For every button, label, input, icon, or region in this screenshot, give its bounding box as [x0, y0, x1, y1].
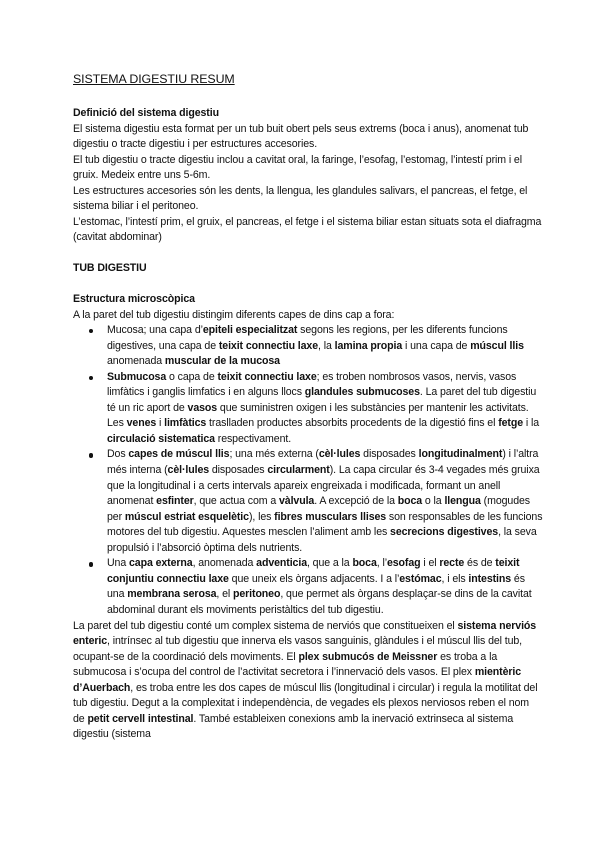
- bold-term: vàlvula: [279, 495, 315, 508]
- text-run: , que a la: [307, 557, 353, 570]
- definition-paragraph: L’estomac, l’intestí prim, el gruix, el pancreas, el fetge i el sistema biliar estan situats sota el diafragma (cavitat abdominar): [73, 215, 542, 244]
- bold-term: petit cervell intestinal: [87, 712, 194, 725]
- bold-term: esfinter: [156, 495, 194, 508]
- bold-term: capes de múscul llis: [128, 448, 230, 461]
- text-run: ; es troben nombrosos vasos, nervis, vasos limfàtics i ganglis limfatics i en alguns llocs: [107, 370, 517, 399]
- bold-term: boca: [397, 495, 423, 508]
- text-run: segons les regions, per les diferents funcions digestives, una capa de: [107, 324, 508, 352]
- text-run: La paret del tub digestiu conté um complex sistema de nerviós que constitueixen el: [73, 619, 458, 632]
- bold-term: múscul llis: [470, 339, 524, 352]
- bold-term: plex submucós de Meissner: [298, 650, 438, 663]
- layers-list: [73, 323, 543, 618]
- bold-term: teixit conjuntiu connectiu laxe: [107, 557, 520, 585]
- definition-paragraph: Les estructures accesories són les dents, la llengua, les glandules salivars, el pancreas, el fetge, el sistema biliar i el peritoneo.: [73, 184, 528, 213]
- text-run: és una: [107, 572, 525, 601]
- text-run: , i els: [441, 572, 469, 585]
- text-run: ; una més externa (: [229, 448, 319, 461]
- text-run: son responsables de les funcions motores del tub digestiu. Aquestes mesclen l’aliment amb les: [107, 510, 543, 539]
- page-title: SISTEMA DIGESTIU RESUM: [73, 72, 235, 86]
- bold-term: limfàtics: [164, 417, 207, 430]
- microscopic-heading: Estructura microscòpica: [73, 293, 195, 306]
- text-run: , l’: [376, 557, 387, 570]
- bold-term: cèl·lules: [167, 464, 210, 477]
- bold-term: teixit connectiu laxe: [218, 339, 319, 352]
- text-run: Dos: [107, 448, 129, 461]
- bold-term: recte: [439, 557, 465, 570]
- bold-term: Submucosa: [107, 370, 167, 383]
- text-run: , la seva propulsió i l’absorció òptima dels nutrients.: [107, 526, 537, 554]
- bold-term: teixit connectiu laxe: [217, 370, 317, 383]
- bold-term: membrana serosa: [127, 588, 217, 601]
- text-run: ) i l’altra més interna (: [107, 448, 539, 477]
- text-run: . La paret del tub digestiu té un ric aport de: [107, 386, 537, 414]
- bold-term: capa externa: [128, 557, 193, 570]
- bold-term: estómac: [399, 572, 442, 585]
- text-run: , intrínsec al tub digestiu que innerva els vasos sanguinis, glàndules i el múscul llis del tub, ocupant-se de la coordinació dels moviments. El: [73, 635, 523, 663]
- bold-term: fetge: [498, 417, 523, 430]
- list-item: [73, 323, 543, 370]
- text-run: i la: [523, 417, 539, 430]
- text-run: i una capa de: [402, 339, 471, 352]
- text-run: que uneix els òrgans adjacents. I a l’: [228, 572, 400, 585]
- microscopic-intro: A la paret del tub digestiu distingim diferents capes de dins cap a fora:: [73, 308, 395, 321]
- text-run: , anomenada: [192, 557, 257, 570]
- text-run: o la: [422, 495, 445, 508]
- text-run: respectivament.: [214, 432, 292, 445]
- definition-heading: Definició del sistema digestiu: [73, 107, 219, 119]
- text-run: . També estableixen conexions amb la inervació extrinseca al sistema digestiu (sistema: [73, 712, 514, 741]
- bold-term: longitudinalment: [418, 448, 503, 461]
- text-run: , que actua com a: [193, 495, 279, 508]
- bold-term: lamina propia: [334, 339, 403, 352]
- bold-term: esofag: [386, 557, 421, 570]
- text-run: que suministren oxigen i les substàncies per mantenir les activitats. Les: [107, 401, 529, 430]
- text-run: ). La capa circular és 3-4 vegades més gruixa que la longitudinal i a certs intervals apareix engreixada i modificada, formant un anell anomenat: [107, 464, 540, 508]
- bold-term: muscular de la mucosa: [164, 355, 280, 368]
- section-heading: TUB DIGESTIU: [73, 262, 147, 275]
- bold-term: mientèric d’Auerbach: [73, 666, 522, 694]
- nervous-system-paragraph: [73, 619, 543, 743]
- bold-term: sistema nerviós enteric: [73, 619, 537, 648]
- bold-term: múscul estriat esquelètic: [124, 510, 249, 523]
- bold-term: circularment: [267, 464, 330, 477]
- bold-term: secrecions digestives: [390, 526, 499, 539]
- bold-term: circulació sistematica: [107, 432, 215, 445]
- list-item: [73, 447, 543, 556]
- spacer: [73, 246, 543, 262]
- text-run: anomenada: [107, 355, 165, 368]
- bold-term: epiteli especialitzat: [202, 324, 298, 337]
- text-run: traslladen productes absorbits procedents de la digestió fins el: [206, 417, 499, 430]
- text-run: . A excepció de la: [314, 495, 398, 508]
- text-run: disposades: [360, 448, 419, 461]
- list-item: [73, 370, 543, 448]
- document-body: [73, 70, 543, 743]
- list-item: [73, 556, 543, 618]
- text-run: , la: [318, 339, 335, 352]
- text-run: Una: [107, 557, 129, 570]
- text-run: o capa de: [166, 370, 218, 383]
- bold-term: fibres musculars llises: [274, 510, 387, 523]
- text-run: , es troba entre les dos capes de múscul llis (longitudinal i circular) i regula la motilitat del tub digestiu. Degut a la complexitat i independència, de vegades els plexos nerviosos reben el nom de: [73, 681, 538, 725]
- text-run: disposades: [209, 464, 268, 477]
- text-run: es troba a la submucosa i s’ocupa del control de l’activitat secretora i l’innervació dels vasos. El plex: [73, 650, 498, 679]
- text-run: (mogudes per: [107, 495, 530, 523]
- bold-term: glandules submucoses: [304, 386, 420, 399]
- text-run: Mucosa; una capa d’: [107, 324, 203, 337]
- text-run: , que permet als òrgans desplaçar-se dins de la cavitat abdominal durant els moviments peristàltics del tub digestiu.: [107, 588, 532, 616]
- bold-term: llengua: [444, 495, 481, 508]
- text-run: i el: [420, 557, 440, 570]
- text-run: i: [156, 417, 165, 430]
- bold-term: intestins: [468, 572, 512, 585]
- bold-term: vasos: [187, 401, 218, 414]
- text-run: és de: [464, 557, 496, 570]
- text-run: , el: [216, 588, 233, 601]
- definition-paragraph: El tub digestiu o tracte digestiu inclou a cavitat oral, la faringe, l’esofag, l’estomag, l’intestí prim i el gruix. Medeix entre uns 5-6m.: [73, 153, 522, 182]
- bold-term: boca: [352, 557, 377, 570]
- bold-term: peritoneo: [232, 588, 281, 601]
- text-run: ), les: [248, 510, 275, 523]
- bold-term: cèl·lules: [318, 448, 361, 461]
- definition-paragraph: El sistema digestiu esta format per un tub buit obert pels seus extrems (boca i anus), anomenat tub digestiu o tracte digestiu i per estructures accesories.: [73, 122, 529, 151]
- bold-term: venes: [126, 417, 157, 430]
- bold-term: adventicia: [256, 557, 307, 570]
